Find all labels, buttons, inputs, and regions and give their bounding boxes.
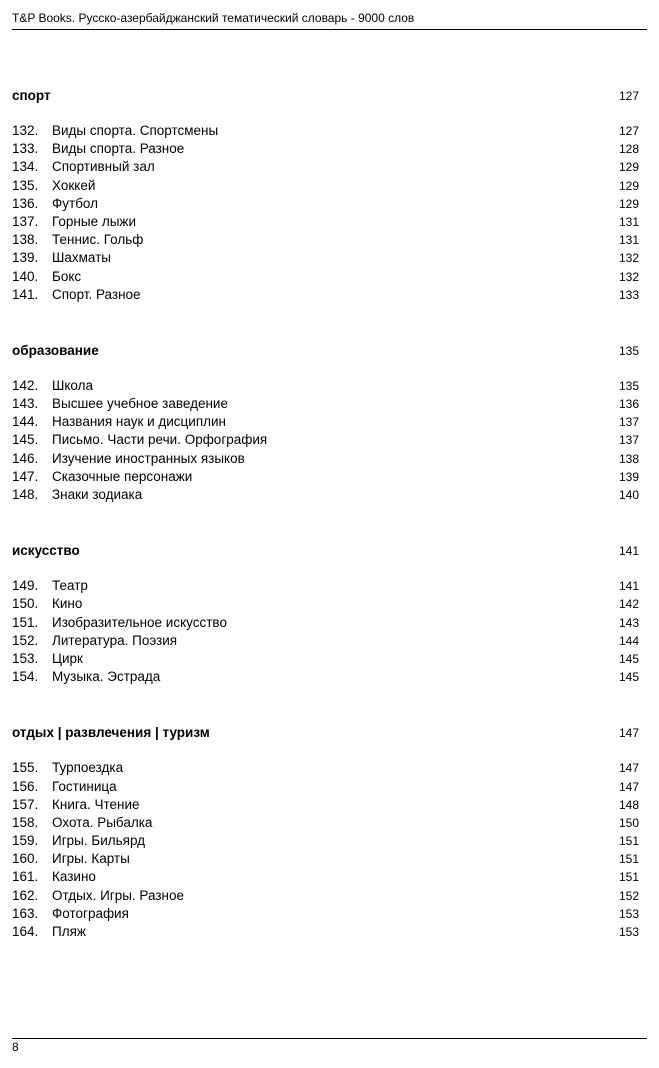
- toc-entry: [12, 158, 639, 176]
- section-page-number: 141: [618, 544, 639, 559]
- toc-entry: [12, 650, 639, 668]
- entry-number: 136.: [12, 195, 39, 211]
- toc-section: [12, 542, 639, 686]
- entry-page-number: 151: [618, 852, 639, 867]
- entry-number: 149.: [12, 578, 39, 594]
- toc-entry: [12, 796, 639, 814]
- entry-page-number: 153: [618, 925, 639, 939]
- toc-entry: [12, 377, 639, 395]
- entry-number: 142.: [12, 377, 39, 393]
- entry-title: Горные лыжи: [52, 213, 136, 229]
- entry-title: Сказочные персонажи: [52, 468, 193, 484]
- entry-number: 159.: [12, 833, 39, 849]
- entry-number: 155.: [12, 760, 39, 776]
- toc-entry: [12, 413, 639, 431]
- entry-title: Футбол: [52, 195, 99, 211]
- toc-entry: [12, 177, 639, 195]
- entry-page-number: 127: [618, 124, 639, 138]
- entry-title: Виды спорта. Разное: [52, 141, 185, 157]
- section-page-number: 147: [618, 726, 639, 741]
- entry-page-number: 139: [618, 469, 639, 484]
- section-heading: [12, 342, 639, 360]
- table-of-contents: [12, 87, 639, 941]
- entry-page-number: 141: [618, 579, 639, 594]
- entry-number: 151.: [12, 614, 39, 630]
- entry-page-number: 131: [618, 214, 639, 229]
- toc-entry: [12, 468, 639, 486]
- toc-entry: [12, 887, 639, 905]
- entry-title: Игры. Карты: [52, 851, 130, 867]
- entry-page-number: 140: [618, 488, 639, 502]
- toc-entry: [12, 213, 639, 231]
- section-heading: [12, 542, 639, 560]
- entry-number: 135.: [12, 177, 39, 193]
- page-number: 8: [12, 1040, 19, 1054]
- entry-number: 150.: [12, 596, 39, 612]
- entry-number: 154.: [12, 669, 39, 685]
- entry-page-number: 151: [618, 870, 639, 885]
- toc-entry: [12, 140, 639, 158]
- entry-page-number: 136: [618, 397, 639, 412]
- toc-entry: [12, 614, 639, 632]
- entry-title: Названия наук и дисциплин: [52, 414, 227, 430]
- section-page-number: 135: [618, 343, 639, 358]
- entry-title: Пляж: [52, 924, 86, 939]
- toc-entry: [12, 577, 639, 595]
- entry-title: Отдых. Игры. Разное: [52, 887, 184, 903]
- section-page-number: 127: [618, 89, 639, 103]
- entry-number: 144.: [12, 414, 39, 430]
- entry-page-number: 129: [618, 196, 639, 211]
- entry-title: Виды спорта. Спортсмены: [52, 123, 219, 138]
- entry-title: Игры. Бильярд: [52, 833, 146, 849]
- entry-page-number: 135: [618, 378, 639, 393]
- running-header: T&P Books. Русско-азербайджанский тематический словарь - 9000 слов: [12, 11, 415, 25]
- toc-entry: [12, 268, 639, 286]
- toc-entry: [12, 814, 639, 832]
- entry-title: Изобразительное искусство: [52, 614, 227, 630]
- entry-page-number: 145: [618, 670, 639, 685]
- entry-page-number: 129: [618, 160, 639, 175]
- toc-entry: [12, 850, 639, 868]
- entry-page-number: 133: [618, 287, 639, 302]
- entry-page-number: 151: [618, 834, 639, 849]
- entry-title: Бокс: [52, 268, 82, 284]
- toc-section: [12, 724, 639, 941]
- footer-rule: [12, 1038, 647, 1039]
- toc-entry: [12, 868, 639, 886]
- toc-entry: [12, 668, 639, 686]
- entry-title: Хоккей: [52, 177, 96, 193]
- toc-entry: [12, 905, 639, 923]
- entry-title: Знаки зодиака: [52, 487, 143, 502]
- section-heading: [12, 87, 639, 105]
- entry-number: 148.: [12, 487, 39, 502]
- entry-number: 146.: [12, 450, 39, 466]
- entry-title: Казино: [52, 869, 96, 885]
- entry-page-number: 152: [618, 888, 639, 903]
- entry-title: Письмо. Части речи. Орфография: [52, 432, 268, 448]
- entry-title: Спорт. Разное: [52, 286, 141, 302]
- toc-entry: [12, 632, 639, 650]
- entry-page-number: 148: [618, 797, 639, 812]
- toc-entry: [12, 832, 639, 850]
- section-title: искусство: [12, 543, 80, 559]
- section-title: спорт: [12, 88, 51, 103]
- section-title: отдых | развлечения | туризм: [12, 725, 210, 741]
- entry-number: 132.: [12, 123, 39, 138]
- entry-number: 134.: [12, 159, 39, 175]
- toc-entry: [12, 231, 639, 249]
- entry-page-number: 144: [618, 633, 639, 648]
- entry-title: Школа: [52, 377, 94, 393]
- entry-page-number: 132: [618, 251, 639, 266]
- toc-section: [12, 87, 639, 304]
- entry-title: Спортивный зал: [52, 159, 155, 175]
- toc-entry: [12, 122, 639, 140]
- entry-title: Шахматы: [52, 250, 112, 266]
- toc-entry: [12, 450, 639, 468]
- entry-title: Турпоездка: [52, 760, 124, 776]
- toc-entry: [12, 595, 639, 613]
- entry-page-number: 138: [618, 451, 639, 466]
- section-title: образование: [12, 342, 99, 358]
- toc-entry: [12, 249, 639, 267]
- entry-number: 140.: [12, 268, 39, 284]
- entry-title: Теннис. Гольф: [52, 232, 144, 248]
- entry-number: 147.: [12, 468, 39, 484]
- toc-entry: [12, 431, 639, 449]
- entry-title: Цирк: [52, 650, 83, 666]
- entry-page-number: 150: [618, 815, 639, 830]
- entry-number: 139.: [12, 250, 39, 266]
- entry-page-number: 147: [618, 761, 639, 776]
- entry-page-number: 143: [618, 615, 639, 630]
- entry-number: 143.: [12, 396, 39, 412]
- entry-number: 157.: [12, 796, 39, 812]
- entry-page-number: 131: [618, 233, 639, 248]
- entry-number: 162.: [12, 887, 39, 903]
- entry-number: 156.: [12, 778, 39, 794]
- entry-title: Книга. Чтение: [52, 796, 140, 812]
- entry-page-number: 142: [618, 597, 639, 612]
- entry-page-number: 128: [618, 142, 639, 157]
- entry-title: Кино: [52, 596, 83, 612]
- toc-entry: [12, 778, 639, 796]
- entry-number: 164.: [12, 924, 39, 939]
- entry-page-number: 153: [618, 906, 639, 921]
- entry-number: 137.: [12, 213, 39, 229]
- entry-page-number: 129: [618, 178, 639, 193]
- entry-number: 152.: [12, 632, 39, 648]
- entry-page-number: 132: [618, 269, 639, 284]
- toc-entry: [12, 486, 639, 504]
- entry-number: 153.: [12, 650, 39, 666]
- entry-number: 141.: [12, 286, 39, 302]
- entry-title: Гостиница: [52, 778, 117, 794]
- entry-page-number: 147: [618, 779, 639, 794]
- entry-title: Театр: [52, 578, 88, 594]
- entry-title: Музыка. Эстрада: [52, 669, 161, 685]
- toc-entry: [12, 923, 639, 941]
- entry-title: Охота. Рыбалка: [52, 814, 153, 830]
- toc-entry: [12, 286, 639, 304]
- entry-title: Фотография: [52, 905, 129, 921]
- entry-title: Изучение иностранных языков: [52, 450, 245, 466]
- entry-number: 138.: [12, 232, 39, 248]
- toc-section: [12, 342, 639, 504]
- toc-entry: [12, 759, 639, 777]
- section-heading: [12, 724, 639, 742]
- entry-title: Высшее учебное заведение: [52, 396, 228, 412]
- entry-number: 145.: [12, 432, 39, 448]
- entry-number: 163.: [12, 905, 39, 921]
- toc-entry: [12, 395, 639, 413]
- entry-page-number: 145: [618, 651, 639, 666]
- entry-number: 133.: [12, 141, 39, 157]
- header-rule: [12, 29, 647, 30]
- entry-number: 160.: [12, 851, 39, 867]
- entry-title: Литература. Поэзия: [52, 632, 178, 648]
- entry-page-number: 137: [618, 415, 639, 430]
- entry-page-number: 137: [618, 433, 639, 448]
- entry-number: 161.: [12, 869, 39, 885]
- entry-number: 158.: [12, 814, 39, 830]
- toc-entry: [12, 195, 639, 213]
